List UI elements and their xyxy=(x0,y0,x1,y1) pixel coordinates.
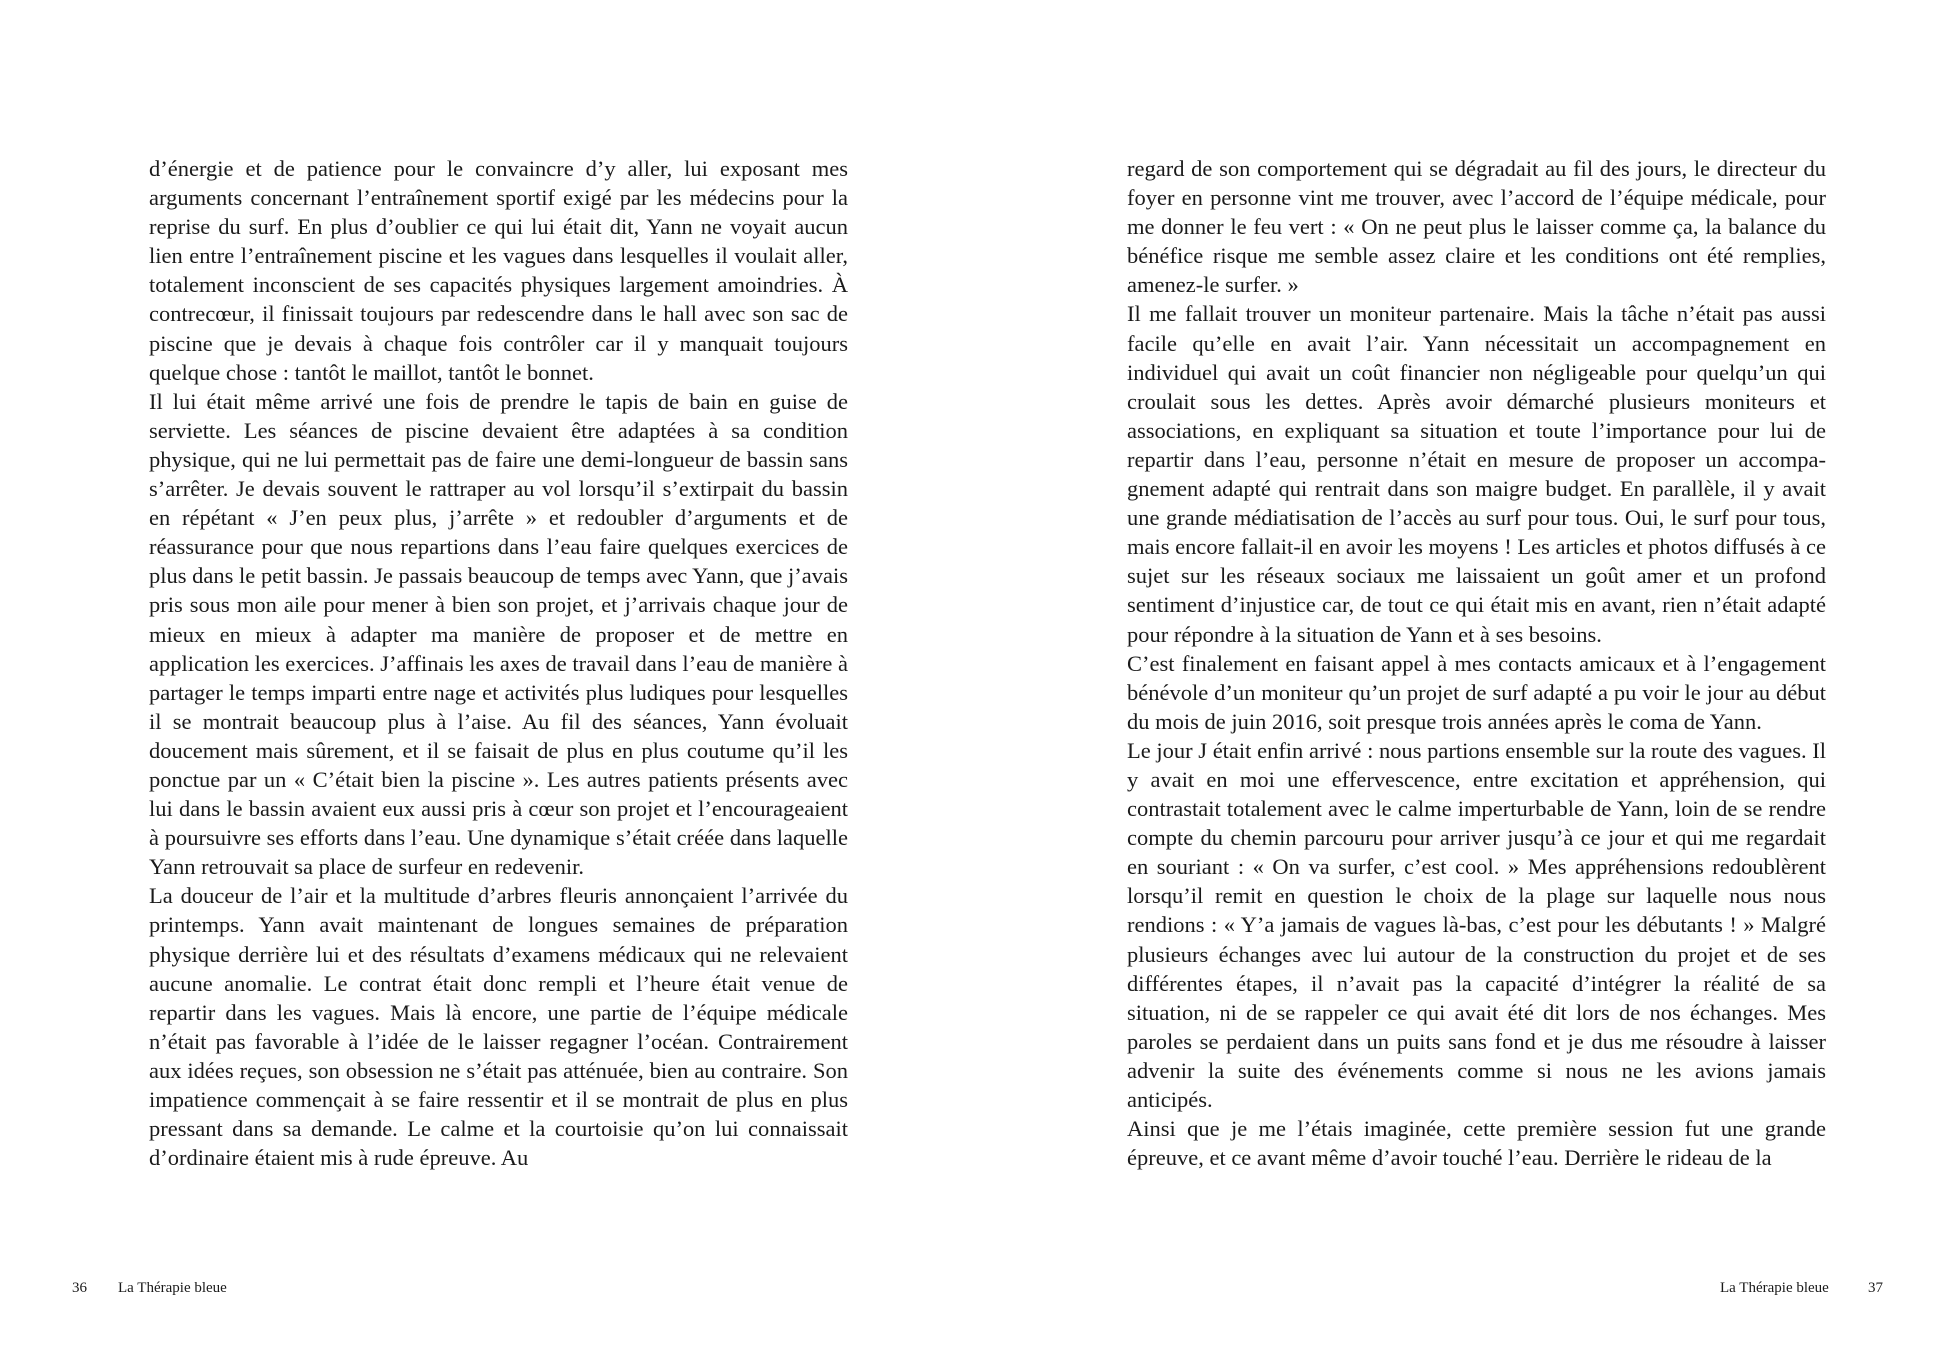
paragraph: d’énergie et de patience pour le convaincre d’y aller, lui exposant mes arguments concernant l’entraînement sportif exigé par les médecins pour la reprise du surf. En plus d’oublier ce qui lui était dit, Yann ne voyait aucun lien entre l’entraînement piscine et les vagues dans lesquelles il voulait aller, totalement inconscient de ses capacités physiques largement amoindries. À contrecœur, il finissait toujours par redescendre dans le hall avec son sac de piscine que je devais à chaque fois contrôler car il y manquait toujours quelque chose : tantôt le maillot, tantôt le bonnet. xyxy=(149,156,848,385)
paragraph: C’est finalement en faisant appel à mes contacts amicaux et à l’engagement bénévole d’un moniteur qu’un projet de surf adapté a pu voir le jour au début du mois de juin 2016, soit presque trois années après le coma de Yann. xyxy=(1127,650,1826,734)
page-number: 36 xyxy=(72,1280,87,1296)
paragraph: La douceur de l’air et la multitude d’arbres fleuris annonçaient l’arrivée du printemps. Yann avait maintenant de longues semaines de préparation physique derrière lui et des résultats d’examens médicaux qui ne relevaient aucune anomalie. Le contrat était donc rempli et l’heure était venue de repartir dans les vagues. Mais là encore, une partie de l’équipe médicale n’était pas favorable à l’idée de le laisser regagner l’océan. Contrairement aux idées reçues, son obsession ne s’était pas atténuée, bien au contraire. Son impatience commençait à se faire ressentir et il se montrait de plus en plus pressant dans sa demande. Le calme et la courtoisie qu’on lui connaissait d’ordinaire étaient mis à rude épreuve. Au xyxy=(149,883,848,1171)
paragraph: Ainsi que je me l’étais imaginée, cette première session fut une grande épreuve, et ce avant même d’avoir touché l’eau. Derrière le rideau de la xyxy=(1127,1116,1826,1171)
running-title: La Thérapie bleue xyxy=(1720,1280,1829,1296)
right-page-text xyxy=(1127,154,1826,1172)
page-number: 37 xyxy=(1868,1280,1883,1296)
paragraph: Il me fallait trouver un moniteur partenaire. Mais la tâche n’était pas aussi facile qu’elle en avait l’air. Yann nécessitait un accompagnement en individuel qui avait un coût financier non négligeable pour quelqu’un qui croulait sous les dettes. Après avoir démarché plusieurs moniteurs et associations, en expliquant sa situation et toute l’importance pour lui de repartir dans l’eau, personne n’était en mesure de proposer un accompagnement adapté qui rentrait dans son maigre budget. En parallèle, il y avait une grande médiatisation de l’accès au surf pour tous. Oui, le surf pour tous, mais encore fallait-il en avoir les moyens ! Les articles et photos diffusés à ce sujet sur les réseaux sociaux me laissaient un goût amer et un profond sentiment d’injustice car, de tout ce qui était mis en avant, rien n’était adapté pour répondre à la situation de Yann et à ses besoins. xyxy=(1127,301,1826,647)
paragraph: Il lui était même arrivé une fois de prendre le tapis de bain en guise de serviette. Les séances de piscine devaient être adaptées à sa condition physique, qui ne lui permettait pas de faire une demi-longueur de bassin sans s’arrêter. Je devais souvent le rattraper au vol lorsqu’il s’extirpait du bassin en répétant « J’en peux plus, j’arrête » et redoubler d’arguments et de réassurance pour que nous repartions dans l’eau faire quelques exercices de plus dans le petit bassin. Je passais beaucoup de temps avec Yann, que j’avais pris sous mon aile pour mener à bien son projet, et j’arrivais chaque jour de mieux en mieux à adapter ma manière de proposer et de mettre en application les exercices. J’affinais les axes de travail dans l’eau de manière à partager le temps imparti entre nage et activités plus ludiques pour lesquelles il se montrait beaucoup plus à l’aise. Au fil des séances, Yann évoluait doucement mais sûrement, et il se faisait de plus en plus coutume qu’il les ponctue par un « C’était bien la piscine ». Les autres patients présents avec lui dans le bassin avaient eux aussi pris à cœur son projet et l’encourageaient à poursuivre ses efforts dans l’eau. Une dynamique s’était créée dans laquelle Yann retrouvait sa place de surfeur en redevenir. xyxy=(149,388,848,880)
left-page xyxy=(0,0,974,1358)
right-page xyxy=(975,0,1949,1358)
paragraph: Le jour J était enfin arrivé : nous partions ensemble sur la route des vagues. Il y avait en moi une effervescence, entre excitation et appréhension, qui contrastait totalement avec le calme imperturbable de Yann, loin de se rendre compte du chemin parcouru pour arriver jusqu’à ce jour et qui me regardait en souriant : « On va surfer, c’est cool. » Mes appréhensions redoublèrent lorsqu’il remit en question le choix de la plage sur laquelle nous nous rendions : « Y’a jamais de vagues là-bas, c’est pour les débutants ! » Malgré plusieurs échanges avec lui autour de la construction du projet et de ses différentes étapes, il n’avait pas la capacité d’intégrer la réalité de sa situation, ni de se rappeler ce qui avait été dit lors de nos échanges. Mes paroles se perdaient dans un puits sans fond et je dus me résoudre à laisser advenir la suite des événements comme si nous ne les avions jamais anticipés. xyxy=(1127,737,1826,1112)
paragraph: regard de son comportement qui se dégradait au fil des jours, le directeur du foyer en personne vint me trouver, avec l’accord de l’équipe médicale, pour me donner le feu vert : « On ne peut plus le laisser comme ça, la balance du bénéfice risque me semble assez claire et les conditions ont été remplies, amenez-le surfer. » xyxy=(1127,156,1826,298)
running-title: La Thérapie bleue xyxy=(118,1280,227,1296)
left-page-text xyxy=(149,154,848,1172)
